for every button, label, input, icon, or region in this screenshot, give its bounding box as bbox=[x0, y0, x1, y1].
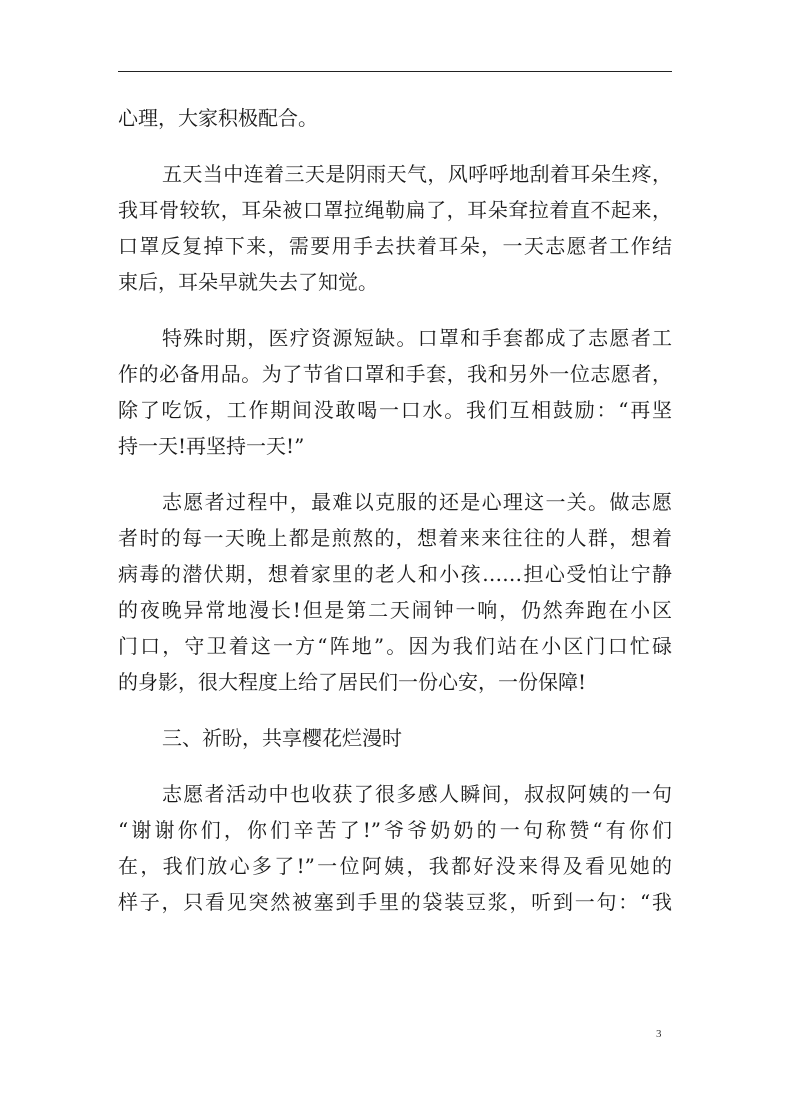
paragraph bbox=[118, 484, 672, 700]
paragraph-gap bbox=[118, 300, 672, 320]
text-line: 除了吃饭，工作期间没敢喝一口水。我们互相鼓励：“再坚 bbox=[118, 398, 672, 422]
text-line: 五天当中连着三天是阴雨天气，风呼呼地刮着耳朵生疼， bbox=[162, 162, 672, 186]
paragraph-gap bbox=[118, 464, 672, 484]
text-line: 特殊时期，医疗资源短缺。口罩和手套都成了志愿者工 bbox=[162, 326, 672, 350]
text-line: 持一天!再坚持一天!” bbox=[118, 434, 305, 458]
paragraph-gap bbox=[118, 136, 672, 156]
text-line: 的夜晚异常地漫长!但是第二天闹钟一响，仍然奔跑在小区 bbox=[118, 598, 672, 622]
document-body bbox=[118, 100, 672, 920]
text-line: 者时的每一天晚上都是煎熬的，想着来来往往的人群，想着 bbox=[118, 526, 672, 550]
text-line: 的身影，很大程度上给了居民们一份心安，一份保障! bbox=[118, 670, 587, 694]
text-line: 我耳骨较软，耳朵被口罩拉绳勒扁了，耳朵耷拉着直不起来， bbox=[118, 198, 672, 222]
text-line: 束后，耳朵早就失去了知觉。 bbox=[118, 270, 378, 294]
text-line: 心理，大家积极配合。 bbox=[118, 106, 318, 130]
paragraph bbox=[118, 320, 672, 464]
text-line: 志愿者过程中，最难以克服的还是心理这一关。做志愿 bbox=[162, 490, 672, 514]
text-line: 口罩反复掉下来，需要用手去扶着耳朵，一天志愿者工作结 bbox=[118, 234, 672, 258]
text-line: 在，我们放心多了!”一位阿姨，我都好没来得及看见她的 bbox=[118, 854, 672, 878]
page-number: 3 bbox=[656, 1028, 662, 1040]
text-line: 样子，只看见突然被塞到手里的袋装豆浆，听到一句：“我 bbox=[118, 890, 672, 914]
text-line: 志愿者活动中也收获了很多感人瞬间，叔叔阿姨的一句 bbox=[162, 782, 672, 806]
text-line: 作的必备用品。为了节省口罩和手套，我和另外一位志愿者， bbox=[118, 362, 672, 386]
text-line: 三、祈盼，共享樱花烂漫时 bbox=[162, 726, 402, 750]
section-heading bbox=[118, 720, 672, 756]
paragraph-gap bbox=[118, 756, 672, 776]
text-line: “谢谢你们，你们辛苦了!”爷爷奶奶的一句称赞“有你们 bbox=[118, 818, 672, 842]
paragraph bbox=[118, 156, 672, 300]
paragraph bbox=[118, 776, 672, 920]
paragraph bbox=[118, 100, 672, 136]
text-line: 病毒的潜伏期，想着家里的老人和小孩……担心受怕让宁静 bbox=[118, 562, 672, 586]
header-rule bbox=[118, 71, 672, 72]
text-line: 门口，守卫着这一方“阵地”。因为我们站在小区门口忙碌 bbox=[118, 634, 672, 658]
paragraph-gap bbox=[118, 700, 672, 720]
